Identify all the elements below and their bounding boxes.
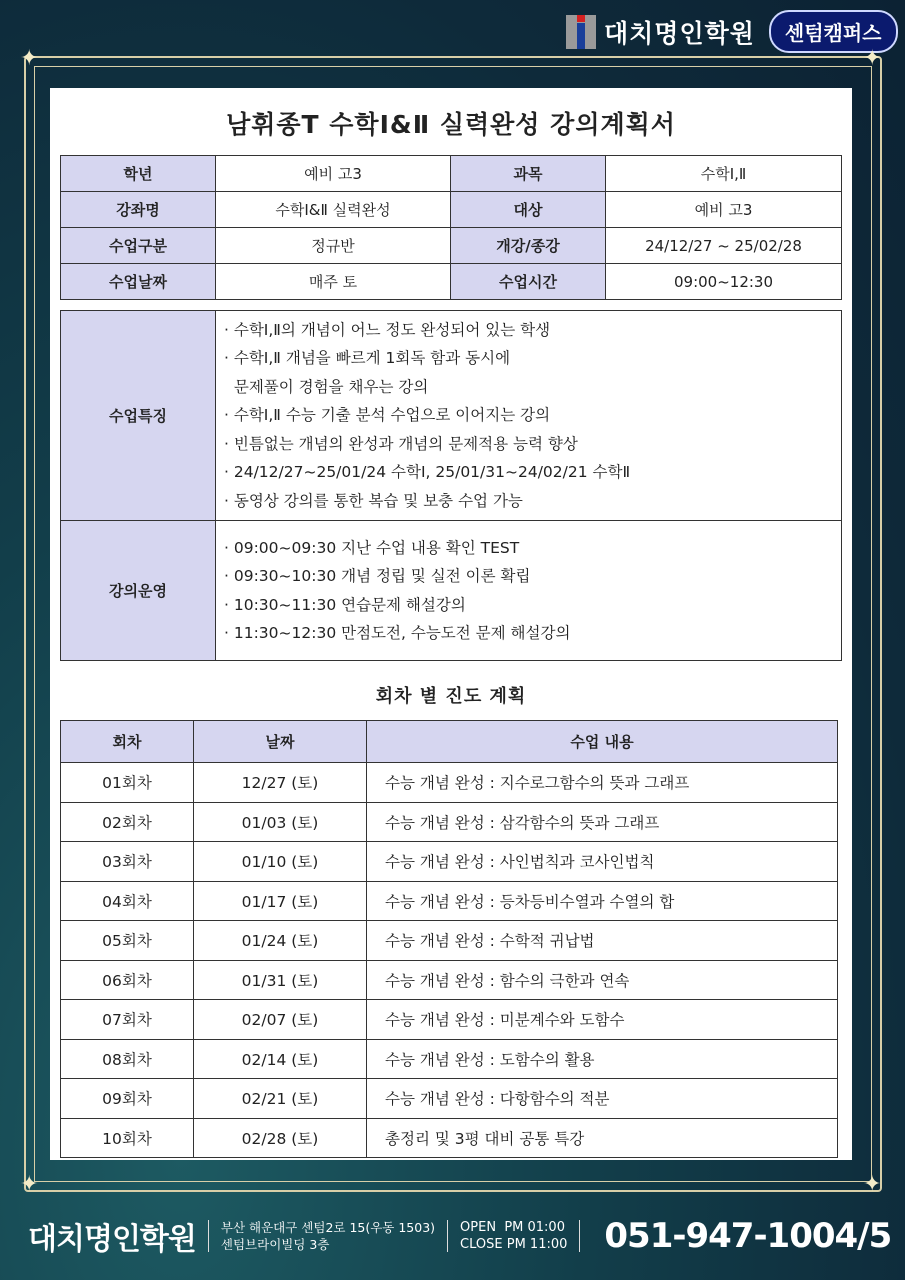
- campus-badge: 센텀캠퍼스: [769, 10, 898, 53]
- cell-content: 총정리 및 3평 대비 공통 특강: [367, 1118, 838, 1158]
- sparkle-icon: ✦: [20, 1172, 39, 1197]
- table-row: [61, 1039, 838, 1079]
- open-hours: OPEN PM 01:00: [460, 1220, 565, 1235]
- table-row: [61, 921, 838, 961]
- cell-session: 09회차: [61, 1079, 194, 1119]
- cell-date: 01/31 (토): [194, 960, 367, 1000]
- cell-session: 10회차: [61, 1118, 194, 1158]
- info-label: 과목: [451, 156, 606, 192]
- info-label: 수업날짜: [61, 264, 216, 300]
- cell-session: 08회차: [61, 1039, 194, 1079]
- table-row: [61, 842, 838, 882]
- info-value: 09:00~12:30: [606, 264, 842, 300]
- info-row: [61, 192, 842, 228]
- bullet-line: · 11:30~12:30 만점도전, 수능도전 문제 해설강의: [224, 624, 571, 642]
- cell-date: 01/03 (토): [194, 802, 367, 842]
- cell-date: 02/07 (토): [194, 1000, 367, 1040]
- cell-content: 수능 개념 완성 : 등차등비수열과 수열의 합: [367, 881, 838, 921]
- bullet-line: · 09:30~10:30 개념 정립 및 실전 이론 확립: [224, 567, 531, 585]
- brand-name: 대치명인학원: [604, 18, 755, 48]
- header-content: 수업 내용: [367, 721, 838, 763]
- cell-date: 12/27 (토): [194, 763, 367, 803]
- footer-address: [221, 1219, 435, 1253]
- table-row: [61, 1118, 838, 1158]
- info-row: [61, 264, 842, 300]
- cell-content: 수능 개념 완성 : 함수의 극한과 연속: [367, 960, 838, 1000]
- info-label: 학년: [61, 156, 216, 192]
- cell-session: 03회차: [61, 842, 194, 882]
- info-value: 24/12/27 ~ 25/02/28: [606, 228, 842, 264]
- features-label: 수업특징: [61, 311, 216, 521]
- bullet-line: · 09:00~09:30 지난 수업 내용 확인 TEST: [224, 538, 520, 557]
- footer-phone: 051-947-1004/5: [604, 1216, 892, 1256]
- course-info-table: [60, 155, 842, 300]
- sparkle-icon: ✦: [863, 1172, 882, 1197]
- schedule-title: 회차 별 진도 계획: [375, 686, 527, 707]
- logo-mark-icon: [566, 15, 596, 49]
- cell-session: 05회차: [61, 921, 194, 961]
- info-label: 강좌명: [61, 192, 216, 228]
- cell-session: 01회차: [61, 763, 194, 803]
- cell-content: 수능 개념 완성 : 도함수의 활용: [367, 1039, 838, 1079]
- info-value: 정규반: [216, 228, 451, 264]
- divider: [447, 1220, 448, 1252]
- cell-content: 수능 개념 완성 : 미분계수와 도함수: [367, 1000, 838, 1040]
- cell-date: 01/17 (토): [194, 881, 367, 921]
- info-value: 예비 고3: [606, 192, 842, 228]
- page-title: 남휘종T 수학Ⅰ&Ⅱ 실력완성 강의계획서: [226, 110, 676, 139]
- address-line: 부산 해운대구 센텀2로 15(우동 1503): [220, 1220, 436, 1235]
- table-row: [61, 1000, 838, 1040]
- info-value: 수학Ⅰ&Ⅱ 실력완성: [216, 192, 451, 228]
- divider: [579, 1220, 580, 1252]
- cell-date: 02/14 (토): [194, 1039, 367, 1079]
- info-value: 매주 토: [216, 264, 451, 300]
- operation-label: 강의운영: [61, 521, 216, 661]
- cell-content: 수능 개념 완성 : 지수로그함수의 뜻과 그래프: [367, 763, 838, 803]
- footer-hours: [460, 1219, 567, 1253]
- info-label: 수업시간: [451, 264, 606, 300]
- cell-session: 04회차: [61, 881, 194, 921]
- bullet-line: · 10:30~11:30 연습문제 해설강의: [224, 595, 466, 614]
- cell-date: 01/24 (토): [194, 921, 367, 961]
- close-hours: CLOSE PM 11:00: [460, 1237, 568, 1252]
- features-content: [216, 311, 842, 521]
- bullet-line: · 동영상 강의를 통한 복습 및 보충 수업 가능: [224, 491, 523, 510]
- cell-date: 02/28 (토): [194, 1118, 367, 1158]
- cell-content: 수능 개념 완성 : 다항함수의 적분: [367, 1079, 838, 1119]
- table-row: [61, 802, 838, 842]
- course-details-table: [60, 310, 842, 661]
- header-date: 날짜: [194, 721, 367, 763]
- cell-session: 06회차: [61, 960, 194, 1000]
- cell-content: 수능 개념 완성 : 사인법칙과 코사인법칙: [367, 842, 838, 882]
- bullet-line: · 빈틈없는 개념의 완성과 개념의 문제적용 능력 향상: [224, 434, 578, 453]
- header-logo: [566, 10, 898, 53]
- info-value: 예비 고3: [216, 156, 451, 192]
- info-label: 개강/종강: [451, 228, 606, 264]
- table-row: [61, 763, 838, 803]
- bullet-line: 문제풀이 경험을 채우는 강의: [224, 377, 429, 396]
- bullet-line: · 24/12/27~25/01/24 수학Ⅰ, 25/01/31~24/02/21 수학Ⅱ: [224, 463, 631, 482]
- cell-date: 01/10 (토): [194, 842, 367, 882]
- sparkle-icon: ✦: [20, 46, 39, 71]
- divider: [208, 1220, 209, 1252]
- bullet-line: · 수학Ⅰ,Ⅱ 수능 기출 분석 수업으로 이어지는 강의: [224, 406, 551, 425]
- footer: [28, 1214, 891, 1258]
- cell-content: 수능 개념 완성 : 삼각함수의 뜻과 그래프: [367, 802, 838, 842]
- info-row: [61, 228, 842, 264]
- cell-session: 07회차: [61, 1000, 194, 1040]
- address-line: 센텀브라이빌딩 3층: [220, 1237, 330, 1252]
- header-session: 회차: [61, 721, 194, 763]
- table-row: [61, 1079, 838, 1119]
- footer-brand: 대치명인학원: [28, 1222, 196, 1257]
- cell-session: 02회차: [61, 802, 194, 842]
- cell-content: 수능 개념 완성 : 수학적 귀납법: [367, 921, 838, 961]
- info-label: 대상: [451, 192, 606, 228]
- table-row: [61, 960, 838, 1000]
- operation-content: [216, 521, 842, 661]
- info-label: 수업구분: [61, 228, 216, 264]
- sparkle-icon: ✦: [863, 46, 882, 71]
- table-row: [61, 881, 838, 921]
- cell-date: 02/21 (토): [194, 1079, 367, 1119]
- schedule-table: [60, 720, 838, 1158]
- info-row: [61, 156, 842, 192]
- bullet-line: · 수학Ⅰ,Ⅱ 개념을 빠르게 1회독 함과 동시에: [224, 349, 511, 368]
- info-value: 수학Ⅰ,Ⅱ: [606, 156, 842, 192]
- bullet-line: · 수학Ⅰ,Ⅱ의 개념이 어느 정도 완성되어 있는 학생: [224, 320, 551, 339]
